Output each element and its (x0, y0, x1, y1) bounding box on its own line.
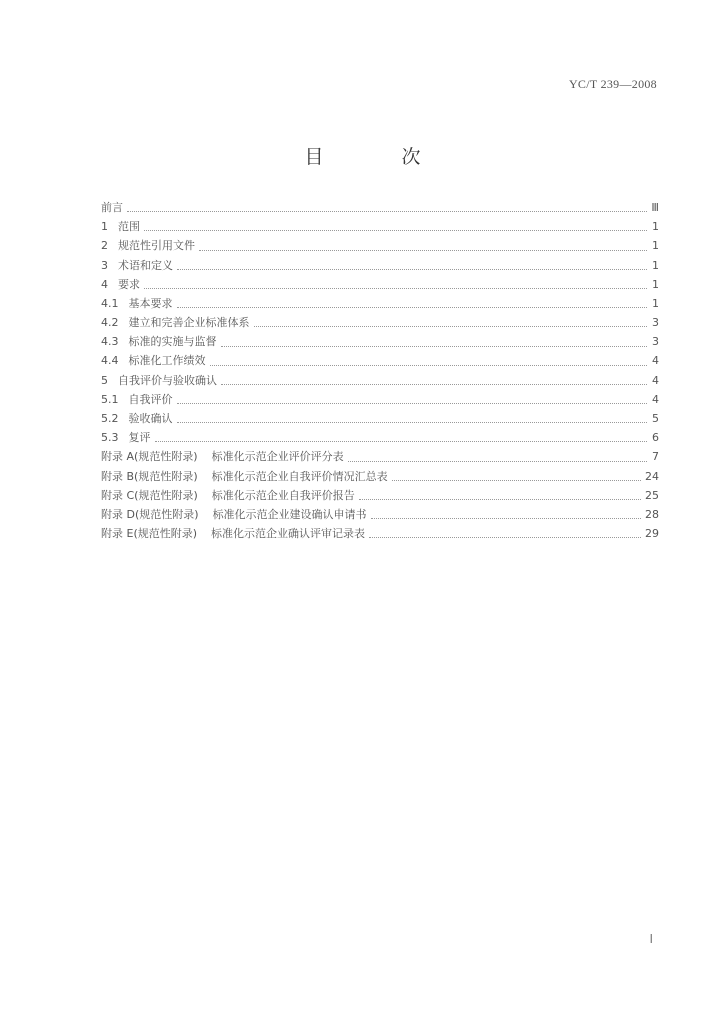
toc-entry-title: 基本要求 (128, 296, 173, 310)
toc-entry-title: 标准化示范企业确认评审记录表 (211, 527, 366, 541)
dot-leader (144, 288, 647, 289)
toc-entry[interactable] (101, 275, 659, 294)
toc-entry[interactable] (101, 371, 659, 390)
dot-leader (371, 518, 641, 519)
toc-entry[interactable] (101, 313, 659, 332)
dot-leader (199, 250, 647, 251)
toc-title: 目 次 (304, 146, 457, 168)
toc-entry-page: 4 (652, 392, 659, 406)
toc-entry-title: 自我评价 (128, 392, 173, 406)
toc-entry-number: 4.1 (101, 296, 119, 310)
toc-entry-number: 5.3 (101, 431, 119, 445)
standard-code: YC/T 239—2008 (568, 77, 657, 91)
dot-leader (177, 269, 647, 270)
toc-entry-title: 标准化示范企业评价评分表 (211, 450, 344, 464)
toc-entry-page: 1 (652, 239, 659, 253)
dot-leader (177, 307, 648, 308)
toc-entry[interactable] (101, 332, 659, 351)
dot-leader (359, 499, 641, 500)
toc-entry-page: 3 (652, 335, 659, 349)
toc-entry[interactable] (101, 486, 659, 505)
table-of-contents (101, 198, 659, 543)
dot-leader (127, 211, 647, 212)
dot-leader (177, 403, 648, 404)
toc-entry-title: 规范性引用文件 (118, 239, 195, 253)
toc-entry-page: 4 (652, 354, 659, 368)
dot-leader (254, 326, 648, 327)
toc-entry[interactable] (101, 217, 659, 236)
dot-leader (177, 422, 648, 423)
toc-entry-number: 2 (101, 239, 108, 253)
toc-entry-title: 标准化工作绩效 (128, 354, 206, 368)
toc-entry-page: 5 (652, 412, 659, 426)
toc-entry-page: 29 (645, 527, 659, 541)
toc-entry-title: 标准化示范企业建设确认申请书 (212, 507, 367, 521)
dot-leader (348, 461, 647, 462)
toc-entry-title: 范围 (118, 220, 140, 234)
dot-leader (369, 537, 641, 538)
toc-entry-number: 5.1 (101, 392, 119, 406)
toc-entry-number: 附录 D(规范性附录) (101, 507, 199, 521)
toc-entry-title: 建立和完善企业标准体系 (128, 316, 250, 330)
toc-entry-title: 标准化示范企业自我评价报告 (211, 488, 355, 502)
toc-entry-page: 6 (652, 431, 659, 445)
toc-entry[interactable] (101, 256, 659, 275)
toc-entry-page: Ⅲ (651, 200, 659, 214)
toc-entry-title: 前言 (101, 200, 123, 214)
dot-leader (155, 441, 648, 442)
toc-entry[interactable] (101, 409, 659, 428)
toc-entry[interactable] (101, 390, 659, 409)
toc-entry-number: 4.2 (101, 316, 119, 330)
toc-entry-number: 5 (101, 373, 108, 387)
toc-entry-title: 要求 (118, 277, 140, 291)
toc-entry[interactable] (101, 428, 659, 447)
dot-leader (221, 384, 647, 385)
toc-entry[interactable] (101, 447, 659, 466)
toc-entry[interactable] (101, 236, 659, 255)
toc-entry-number: 附录 E(规范性附录) (101, 527, 198, 541)
toc-entry-number: 4.3 (101, 335, 119, 349)
toc-entry-page: 1 (652, 258, 659, 272)
dot-leader (221, 346, 648, 347)
toc-entry-title: 自我评价与验收确认 (118, 373, 217, 387)
toc-entry-page: 1 (652, 220, 659, 234)
toc-entry-page: 25 (645, 488, 659, 502)
toc-entry[interactable] (101, 505, 659, 524)
toc-entry-number: 附录 C(规范性附录) (101, 488, 198, 502)
toc-entry-title: 复评 (128, 431, 151, 445)
dot-leader (392, 480, 641, 481)
toc-entry-number: 4.4 (101, 354, 119, 368)
toc-entry[interactable] (101, 467, 659, 486)
toc-entry-title: 标准化示范企业自我评价情况汇总表 (211, 469, 388, 483)
toc-entry[interactable] (101, 524, 659, 543)
toc-entry[interactable] (101, 198, 659, 217)
toc-entry-number: 4 (101, 277, 108, 291)
toc-entry-page: 1 (652, 277, 659, 291)
toc-entry-number: 5.2 (101, 412, 119, 426)
toc-entry-page: 24 (645, 469, 659, 483)
toc-entry-title: 术语和定义 (118, 258, 173, 272)
toc-entry[interactable] (101, 352, 659, 371)
toc-entry-title: 验收确认 (128, 412, 173, 426)
page-number: Ⅰ (649, 932, 653, 946)
toc-entry-number: 3 (101, 258, 108, 272)
toc-entry-page: 7 (652, 450, 659, 464)
dot-leader (210, 365, 648, 366)
toc-entry-page: 4 (652, 373, 659, 387)
toc-entry-number: 附录 B(规范性附录) (101, 469, 198, 483)
toc-entry-number: 附录 A(规范性附录) (101, 450, 198, 464)
toc-entry-title: 标准的实施与监督 (128, 335, 217, 349)
toc-entry-number: 1 (101, 220, 108, 234)
toc-entry-page: 3 (652, 316, 659, 330)
toc-entry-page: 1 (652, 296, 659, 310)
dot-leader (144, 230, 647, 231)
toc-entry[interactable] (101, 294, 659, 313)
toc-entry-page: 28 (645, 507, 659, 521)
